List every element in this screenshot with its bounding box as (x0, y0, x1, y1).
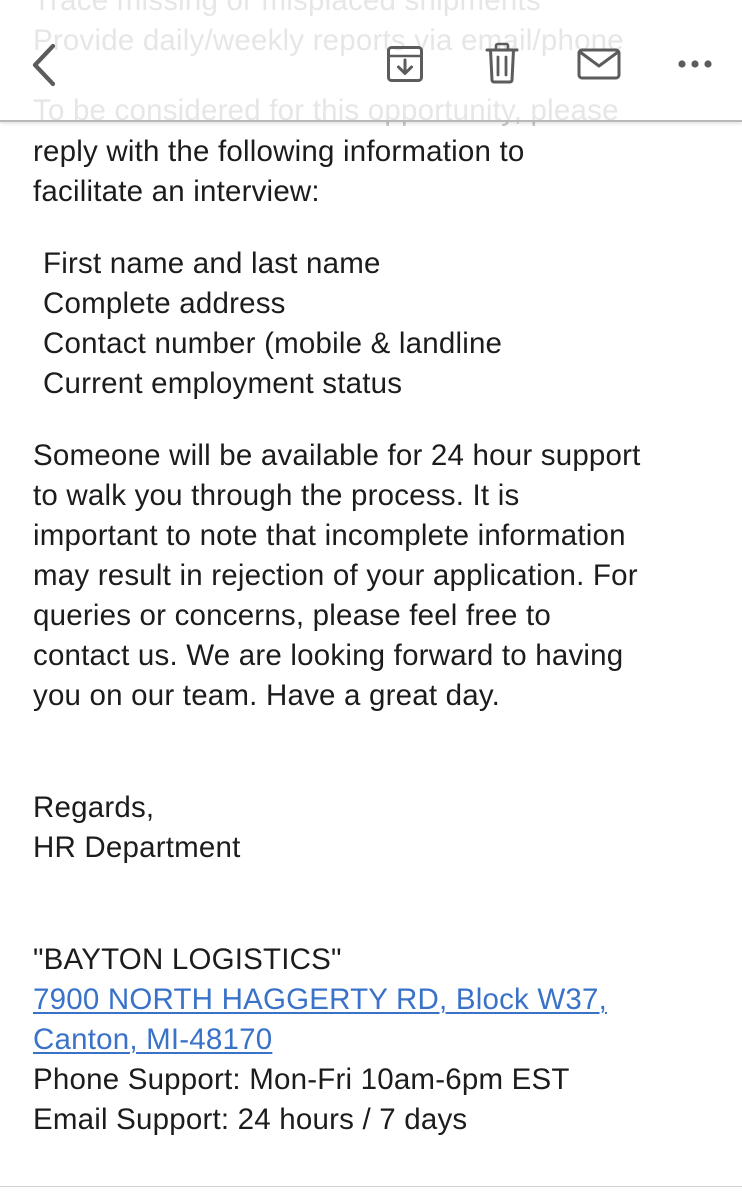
trash-icon[interactable] (484, 42, 520, 84)
requirement-item: First name and last name (43, 247, 381, 280)
address-link[interactable]: 7900 NORTH HAGGERTY RD, Block W37, (33, 983, 608, 1016)
chevron-left-icon[interactable] (28, 42, 60, 88)
email-text-line: important to note that incomplete information (33, 519, 626, 552)
ellipsis-icon[interactable] (677, 58, 713, 70)
message-toolbar (0, 0, 742, 122)
divider (0, 1186, 742, 1187)
email-support: Email Support: 24 hours / 7 days (33, 1103, 468, 1136)
email-text-line: reply with the following information to (33, 135, 525, 168)
email-text-line: contact us. We are looking forward to having (33, 639, 624, 672)
email-text-line: may result in rejection of your application. For (33, 559, 638, 592)
phone-support: Phone Support: Mon-Fri 10am-6pm EST (33, 1063, 570, 1096)
envelope-icon[interactable] (577, 48, 621, 80)
requirement-item: Complete address (43, 287, 286, 320)
signoff: Regards, (33, 791, 155, 824)
requirement-item: Current employment status (43, 367, 403, 400)
requirement-item: Contact number (mobile & landline (43, 327, 503, 360)
email-text-line: to walk you through the process. It is (33, 479, 520, 512)
sender-name: HR Department (33, 831, 241, 864)
email-text-line: queries or concerns, please feel free to (33, 599, 551, 632)
address-link[interactable]: Canton, MI-48170 (33, 1023, 273, 1056)
email-text-line: Someone will be available for 24 hour support (33, 439, 641, 472)
company-name: "BAYTON LOGISTICS" (33, 943, 342, 976)
email-text-line: you on our team. Have a great day. (33, 679, 501, 712)
archive-tray-icon[interactable] (386, 45, 426, 85)
email-text-line: facilitate an interview: (33, 175, 320, 208)
